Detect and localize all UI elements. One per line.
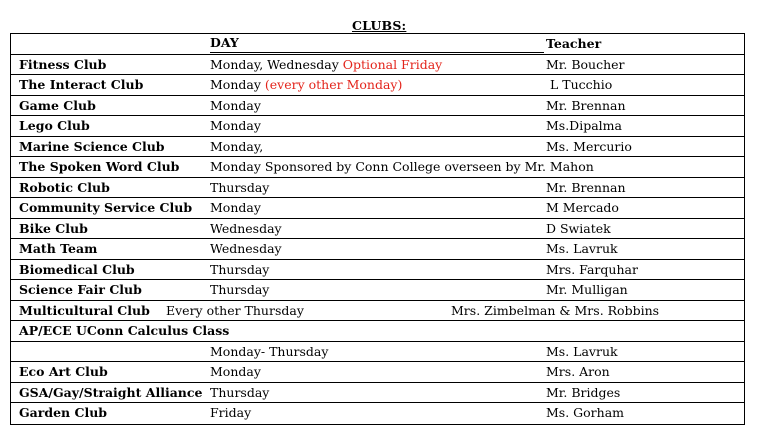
club-teacher: Ms. Gorham [546, 405, 625, 420]
club-teacher: Ms. Lavruk [546, 343, 618, 359]
club-name: AP/ECE UConn Calculus Class [19, 323, 230, 338]
club-name: Marine Science Club [19, 138, 165, 154]
club-day: Monday [210, 364, 261, 379]
table-row [11, 383, 744, 404]
table-row [11, 260, 744, 281]
clubs-table [10, 33, 745, 425]
club-teacher: Mr. Brennan [546, 97, 626, 113]
club-day: Thursday [210, 179, 270, 195]
teacher-column-header: Teacher [546, 36, 602, 51]
table-row [11, 116, 744, 137]
club-name: Bike Club [19, 220, 88, 236]
club-teacher: Mrs. Aron [546, 364, 610, 379]
club-name: Eco Art Club [19, 364, 108, 379]
club-day: Thursday [210, 282, 270, 297]
club-name: Community Service Club [19, 200, 193, 215]
club-teacher: M Mercado [546, 200, 619, 215]
club-teacher: Ms. Mercurio [546, 138, 632, 154]
club-day: Thursday [210, 384, 270, 400]
club-name: The Spoken Word Club [19, 159, 180, 174]
table-row [11, 321, 744, 342]
club-name: Biomedical Club [19, 261, 135, 277]
table-row [11, 219, 744, 240]
club-teacher: Mr. Boucher [546, 56, 625, 72]
club-day: Monday, Wednesday Optional Friday [210, 56, 443, 72]
club-name: Math Team [19, 241, 98, 256]
table-row [11, 198, 744, 219]
club-day: Wednesday [210, 220, 282, 236]
club-name: Science Fair Club [19, 282, 142, 297]
table-row [11, 280, 744, 301]
table-row [11, 75, 744, 96]
club-name: Fitness Club [19, 56, 107, 72]
table-row [11, 137, 744, 158]
club-name: Multicultural Club [19, 302, 150, 318]
table-row [11, 362, 744, 383]
club-name: Game Club [19, 97, 96, 113]
table-header-row [11, 34, 744, 55]
club-day: Monday Sponsored by Conn College overseen by Mr. Mahon [210, 159, 594, 174]
table-row [11, 55, 744, 76]
club-day-note: (every other Monday) [264, 77, 403, 92]
table-row [11, 178, 744, 199]
club-day-note: Optional Friday [342, 56, 443, 72]
club-day: Every other Thursday [166, 302, 304, 318]
club-day: Wednesday [210, 241, 282, 256]
club-day: Monday [210, 118, 261, 133]
club-teacher: Mrs. Zimbelman & Mrs. Robbins [451, 302, 660, 318]
club-day: Monday [210, 200, 261, 215]
club-day: Monday- Thursday [210, 343, 329, 359]
club-teacher: D Swiatek [546, 220, 611, 236]
day-column-header: DAY [210, 34, 544, 53]
club-day: Monday, [210, 138, 264, 154]
club-name: GSA/Gay/Straight Alliance [19, 384, 203, 400]
club-name: Lego Club [19, 118, 90, 133]
table-row [11, 239, 744, 260]
page-title: CLUBS: [352, 18, 407, 33]
table-row [11, 301, 744, 322]
table-row [11, 403, 744, 424]
club-day: Friday [210, 405, 252, 420]
club-name: Robotic Club [19, 179, 110, 195]
table-row [11, 96, 744, 117]
club-teacher: Mr. Mulligan [546, 282, 628, 297]
club-day: Monday (every other Monday) [210, 77, 403, 92]
club-teacher: L Tucchio [550, 77, 613, 92]
club-teacher: Ms.Dipalma [546, 118, 622, 133]
club-name: The Interact Club [19, 77, 144, 92]
table-row [11, 342, 744, 363]
table-row [11, 157, 744, 178]
club-teacher: Mrs. Farquhar [546, 261, 638, 277]
club-day: Monday [210, 97, 261, 113]
club-day: Thursday [210, 261, 270, 277]
club-teacher: Mr. Brennan [546, 179, 626, 195]
club-teacher: Mr. Bridges [546, 384, 621, 400]
club-teacher: Ms. Lavruk [546, 241, 618, 256]
club-name: Garden Club [19, 405, 108, 420]
